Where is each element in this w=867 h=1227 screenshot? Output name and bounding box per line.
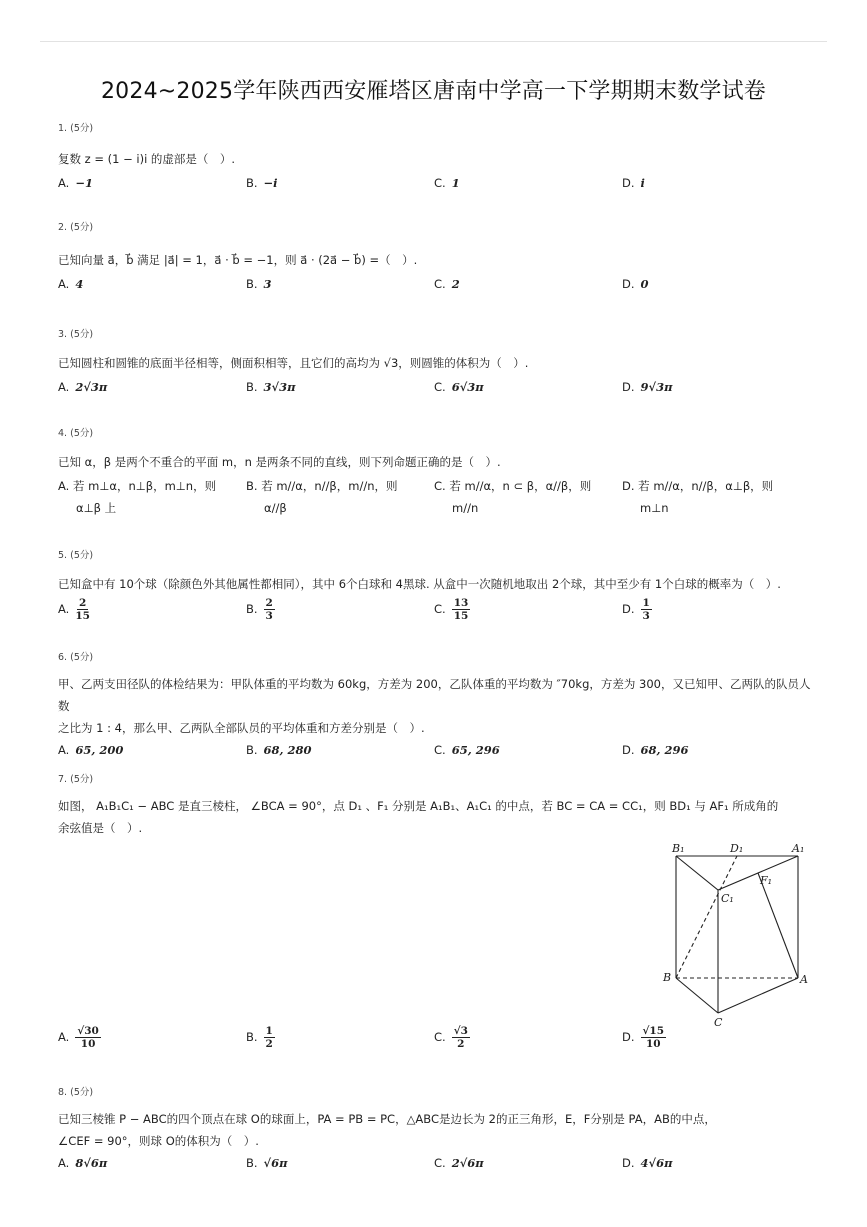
- option-c[interactable]: C. $\frac{√3}{2}$: [434, 1025, 468, 1050]
- option-a[interactable]: A. 65, 200: [58, 743, 124, 757]
- option-d[interactable]: D. 9√3π: [622, 380, 673, 394]
- option-a[interactable]: A. 若 m⊥α，n⊥β，m⊥n，则 α⊥β 上: [58, 479, 217, 515]
- option-a[interactable]: A. 4: [58, 277, 84, 291]
- option-b[interactable]: B. −i: [246, 176, 278, 190]
- label-a1: A₁: [792, 842, 805, 855]
- question-stem: 已知 α，β 是两个不重合的平面 m，n 是两条不同的直线，则下列命题正确的是（ ）.: [58, 455, 501, 469]
- question-7-options: [58, 1025, 819, 1055]
- question-5: 5. (5分) 已知盒中有 10个球（除颜色外其他属性都相同），其中 6个白球和 4黑球. 从盒中一次随机地取出 2个球，其中至少有 1个白球的概率为（ ）. A. $\frac{2}{15}$ B. $\frac{2}{3}$ C. $\frac{13}{15}$ D. $\frac{1}{3}$: [58, 547, 819, 627]
- option-a[interactable]: A. −1: [58, 176, 93, 190]
- label-c1: C₁: [721, 892, 734, 905]
- option-d[interactable]: D. 若 m//α，n//β，α⊥β，则 m⊥n: [622, 479, 774, 515]
- exam-title: 2024~2025学年陕西西安雁塔区唐南中学高一下学期期末数学试卷: [100, 79, 766, 104]
- label-a: A: [800, 973, 808, 986]
- option-c[interactable]: C. $\frac{13}{15}$: [434, 597, 469, 622]
- option-c[interactable]: C. 2√6π: [434, 1156, 484, 1170]
- question-1: [58, 120, 819, 196]
- options: [58, 739, 819, 763]
- question-3: 3. (5分) 已知圆柱和圆锥的底面半径相等，侧面积相等，且它们的高均为 √3，则圆锥的体积为（ ）. A. 2√3π B. 3√3π C. 6√3π D. 9√3π: [58, 326, 819, 400]
- option-d[interactable]: D. 0: [622, 277, 649, 291]
- question-number: 1.: [58, 123, 68, 134]
- option-c[interactable]: C. 2: [434, 277, 460, 291]
- question-7: 7. (5分) 如图， A₁B₁C₁ − ABC 是直三棱柱， ∠BCA = 90°，点 D₁ 、F₁ 分别是 A₁B₁、A₁C₁ 的中点，若 BC = CA = CC₁，则 BD₁ 与 AF₁ 所成角的 余弦值是（ ）.: [58, 771, 819, 839]
- label-b1: B₁: [672, 842, 685, 855]
- options: [58, 597, 819, 627]
- header-divider: [40, 41, 827, 42]
- options: [58, 273, 819, 297]
- option-b[interactable]: B. 68, 280: [246, 743, 312, 757]
- question-stem: 已知三棱锥 P − ABC的四个顶点在球 O的球面上，PA = PB = PC，△ABC是边长为 2的正三角形，E，F分别是 PA，AB的中点， ∠CEF = 90°，则球 O的体积为（ ）.: [58, 1112, 716, 1148]
- question-6: 6. (5分) 甲、乙两支田径队的体检结果为：甲队体重的平均数为 60kg，方差为 200，乙队体重的平均数为 ″70kg，方差为 300，又已知甲、乙两队的队员人数 之比为 1 : 4，那么甲、乙两队全部队员的平均体重和方差分别是（ ）. A. 65, 200 B. 68, 280 C. 65, 296 D. 68, 296: [58, 649, 819, 763]
- question-stem: 如图， A₁B₁C₁ − ABC 是直三棱柱， ∠BCA = 90°，点 D₁ 、F₁ 分别是 A₁B₁、A₁C₁ 的中点，若 BC = CA = CC₁，则 BD₁ 与 AF₁ 所成角的 余弦值是（ ）.: [58, 799, 779, 835]
- option-b[interactable]: B. $\frac{2}{3}$: [246, 597, 273, 622]
- label-c: C: [714, 1016, 723, 1029]
- question-stem: 已知向量 a⃗，b⃗ 满足 |a⃗| = 1，a⃗ · b⃗ = −1，则 a⃗ · (2a⃗ − b⃗) =（ ）.: [58, 253, 418, 267]
- option-b[interactable]: B. 若 m//α，n//β，m//n，则 α//β: [246, 479, 398, 515]
- option-d[interactable]: D. 68, 296: [622, 743, 689, 757]
- options: [58, 475, 819, 521]
- question-8: 8. (5分) 已知三棱锥 P − ABC的四个顶点在球 O的球面上，PA = PB = PC，△ABC是边长为 2的正三角形，E，F分别是 PA，AB的中点， ∠CEF = 90°，则球 O的体积为（ ）. A. 8√6π B. √6π C. 2√6π D. 4√6π: [58, 1084, 819, 1176]
- option-c[interactable]: C. 1: [434, 176, 460, 190]
- option-d[interactable]: D. $\frac{√15}{10}$: [622, 1025, 665, 1050]
- option-a[interactable]: A. 8√6π: [58, 1156, 108, 1170]
- option-d[interactable]: D. i: [622, 176, 645, 190]
- label-b: B: [663, 971, 672, 984]
- option-a[interactable]: A. 2√3π: [58, 380, 108, 394]
- option-b[interactable]: B. 3√3π: [246, 380, 296, 394]
- option-d[interactable]: D. $\frac{1}{3}$: [622, 597, 650, 622]
- question-stem: 甲、乙两支田径队的体检结果为：甲队体重的平均数为 60kg，方差为 200，乙队体重的平均数为 ″70kg，方差为 300，又已知甲、乙两队的队员人数 之比为 1 : 4，那么甲、乙两队全部队员的平均体重和方差分别是（ ）.: [58, 677, 811, 735]
- option-b[interactable]: B. $\frac{1}{2}$: [246, 1025, 273, 1050]
- question-4: 4. (5分) 已知 α，β 是两个不重合的平面 m，n 是两条不同的直线，则下列命题正确的是（ ）. A. 若 m⊥α，n⊥β，m⊥n，则 α⊥β 上 B. 若 m//α，n//β，m//n，则 α//β C. 若 m//α，n ⊂ β，α//β，则 m//n D. 若 m//α，n//β，α⊥β，则 m⊥n: [58, 425, 819, 521]
- option-c[interactable]: C. 6√3π: [434, 380, 484, 394]
- option-b[interactable]: B. 3: [246, 277, 272, 291]
- label-f1: F₁: [760, 874, 773, 887]
- option-c[interactable]: C. 若 m//α，n ⊂ β，α//β，则 m//n: [434, 479, 592, 515]
- label-d1: D₁: [730, 842, 744, 855]
- question-stem: 已知圆柱和圆锥的底面半径相等，侧面积相等，且它们的高均为 √3，则圆锥的体积为（ ）.: [58, 356, 529, 370]
- question-stem: 复数 z = (1 − i)i 的虚部是（ ）.: [58, 152, 236, 166]
- question-2: 2. (5分) 已知向量 a⃗，b⃗ 满足 |a⃗| = 1，a⃗ · b⃗ = −1，则 a⃗ · (2a⃗ − b⃗) =（ ）. A. 4 B. 3 C. 2 D. 0: [58, 219, 819, 297]
- options: [58, 1025, 819, 1055]
- options: [58, 172, 819, 196]
- options: [58, 1152, 819, 1176]
- prism-figure: [660, 838, 820, 1033]
- option-a[interactable]: A. $\frac{√30}{10}$: [58, 1025, 99, 1050]
- option-d[interactable]: D. 4√6π: [622, 1156, 673, 1170]
- option-a[interactable]: A. $\frac{2}{15}$: [58, 597, 90, 622]
- options: [58, 376, 819, 400]
- question-score: (5分): [70, 123, 94, 134]
- option-c[interactable]: C. 65, 296: [434, 743, 500, 757]
- option-b[interactable]: B. √6π: [246, 1156, 288, 1170]
- question-stem: 已知盒中有 10个球（除颜色外其他属性都相同），其中 6个白球和 4黑球. 从盒中一次随机地取出 2个球，其中至少有 1个白球的概率为（ ）.: [58, 577, 781, 591]
